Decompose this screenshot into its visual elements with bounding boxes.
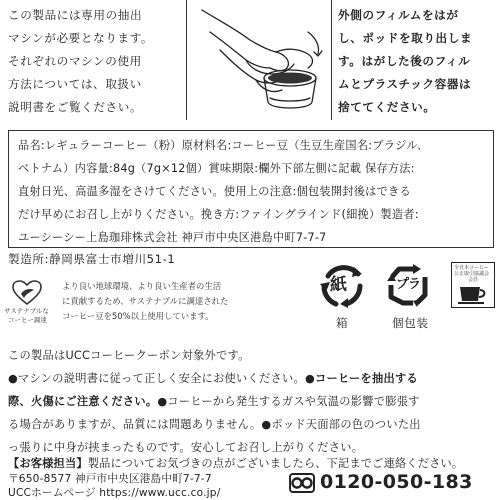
caution-text-bold: 際、火傷にご注意ください。 — [8, 395, 158, 408]
freedial-icon — [289, 473, 315, 493]
machine-note — [8, 4, 153, 119]
notices — [8, 344, 421, 459]
contact-homepage — [8, 486, 221, 500]
association-line: 全日本コーヒー — [454, 265, 489, 271]
association-line: 公正取引協議会 — [454, 271, 490, 277]
sustainable-description — [62, 279, 228, 324]
caution-line: る場合がありますが、品質には問題ありません。●ポッド天面部の色のついた出 — [8, 418, 421, 431]
plastic-recycle-glyph: プラ — [396, 277, 421, 292]
caution-line — [8, 390, 421, 413]
sustainable-line: より良い地球環境、より良い生産者の生活 — [62, 281, 222, 291]
machine-note-line: 説明書をご覧ください。 — [8, 100, 143, 114]
homepage-label: UCCホームページ — [8, 487, 96, 499]
peel-line: 捨ててください。 — [338, 100, 436, 114]
homepage-url[interactable]: https://www.ucc.co.jp/ — [99, 487, 221, 499]
peel-line: し、ポッドを取り出しま — [338, 31, 473, 45]
plastic-recycle-label: 個包装 — [392, 316, 429, 330]
paper-recycle-glyph: 紙 — [330, 275, 347, 295]
product-info-line: だけ早めにお召し上がりください。挽き方:ファイングラインド(細挽）製造者: — [18, 208, 419, 221]
divider-left — [186, 0, 187, 120]
sustainable-badge-text-2: コーヒー調達 — [8, 316, 47, 324]
machine-note-line: 方法については、取扱い — [8, 77, 142, 91]
peel-line: ムとプラスチック容器は — [338, 77, 472, 91]
factory-address: 製造所:静岡県富士市増川51-1 — [8, 252, 176, 266]
contact-address: 〒650-8577 神戸市中央区港島中町7-7-7 — [8, 473, 212, 485]
caution-text-bold: ●コーヒーを抽出する — [304, 372, 418, 385]
sustainable-heart-icon — [12, 280, 42, 306]
peel-line: 外側のフィルムをはが — [338, 8, 459, 22]
caution-line — [8, 367, 421, 390]
product-info-line: ユーシーシー上島珈琲株式会社 神戸市中央区港島中町7-7-7 — [18, 231, 327, 244]
peel-instructions — [338, 4, 472, 119]
peel-pod-illustration — [190, 2, 330, 118]
caution-line: っ張りに中身が挟まったものです。安心してお召し上がりください。 — [8, 441, 364, 454]
divider-right — [331, 0, 332, 120]
coffee-cup-icon — [458, 285, 488, 305]
product-info-line: 品名:レギュラーコーヒー（粉）原材料名:コーヒー豆（生豆生産国名:ブラジル、 — [18, 139, 429, 152]
sustainable-line: コーヒー豆を50%以上使用しています。 — [62, 311, 214, 321]
phone-number[interactable]: 0120-050-183 — [320, 471, 473, 493]
coupon-notice: この製品はUCCコーヒークーポン対象外です。 — [8, 349, 250, 362]
product-info — [18, 134, 428, 249]
caution-text: ●コーヒーから発生するガスや気温の影響で膨張す — [157, 395, 420, 408]
coffee-association-badge — [451, 262, 495, 308]
paper-recycle-label: 箱 — [336, 316, 349, 330]
machine-note-line: マシンが必要となります。 — [8, 31, 154, 45]
contact-header: 【お客様担当】 — [8, 457, 88, 470]
peel-line: す。はがした後のフィル — [338, 54, 471, 68]
contact-header-text: 製品についてお気づきの点がございましたら、下記までご連絡ください。 — [87, 457, 464, 470]
machine-note-line: この製品には専用の抽出 — [8, 8, 143, 22]
caution-text: ●マシンの説明書に従って正しく安全にお使いください。 — [8, 372, 305, 385]
sustainable-badge-text-1: サステナブルな — [4, 307, 49, 315]
machine-note-line: それぞれのマシンの使用 — [8, 54, 142, 68]
product-info-line: 直射日光、高温多湿をさけてください。使用上の注意:個包装開封後はできる — [18, 185, 411, 198]
product-info-line: ベトナム）内容量:84g（7g×12個）賞味期限:欄外下部左側に記載 保存方法: — [18, 162, 415, 175]
sustainable-line: に貢献するため、サステナブルに調達された — [62, 296, 229, 306]
association-line: 会員 — [468, 277, 479, 283]
